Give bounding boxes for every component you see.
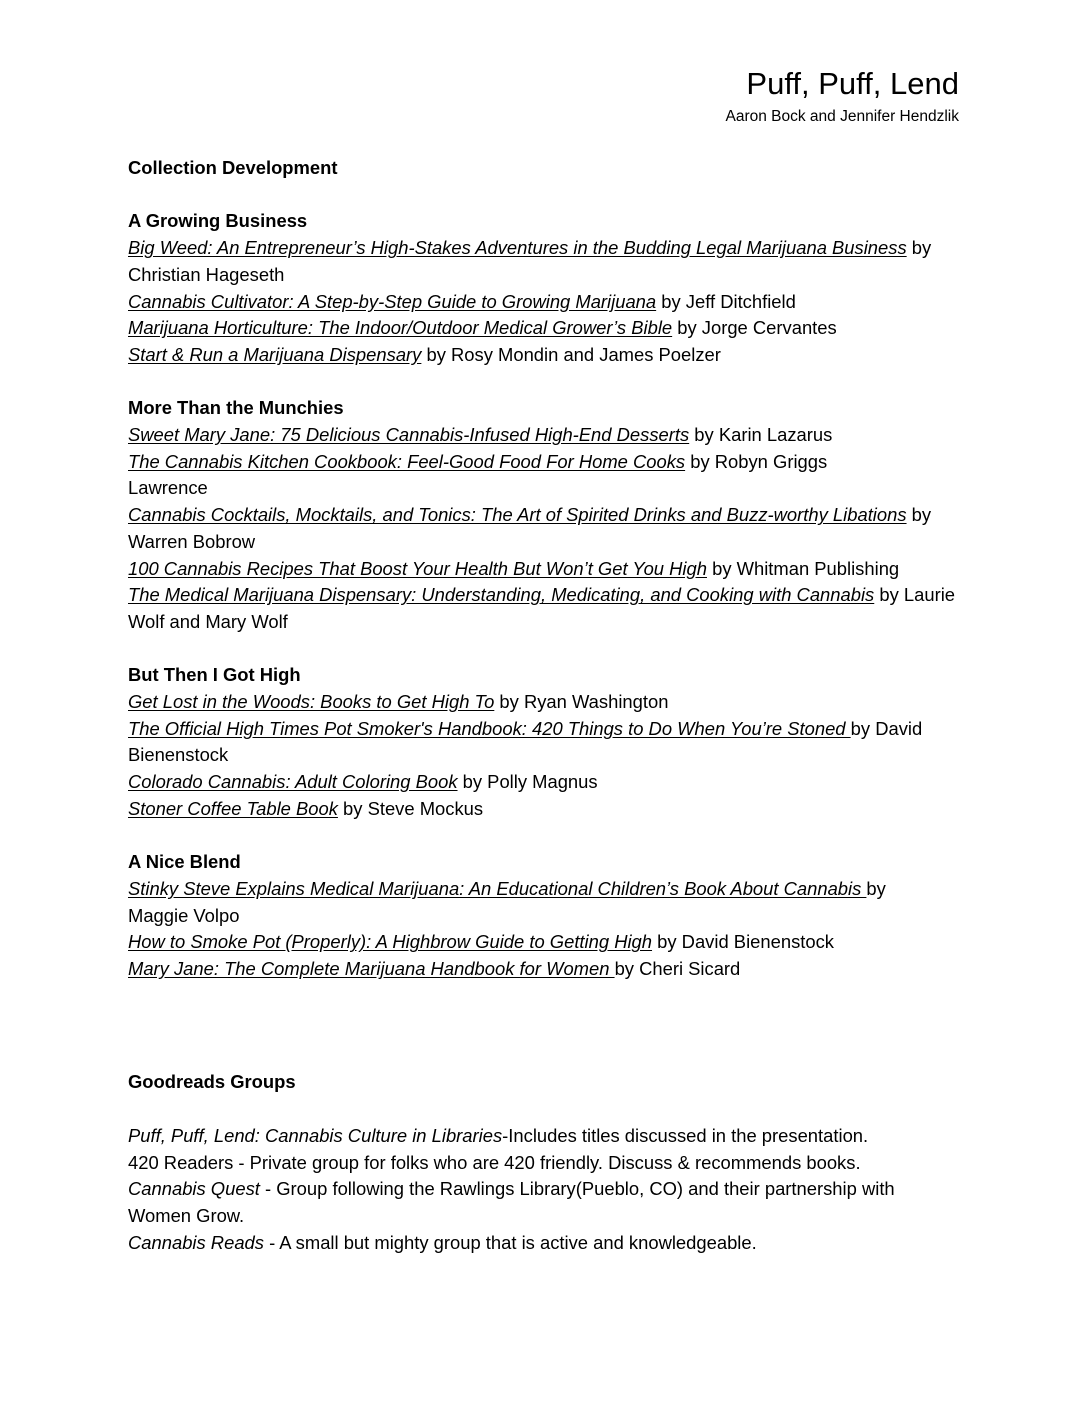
book-title-link[interactable]: Big Weed: An Entrepreneur’s High-Stakes Adventures in the Budding Legal Marijuana Business (128, 237, 907, 259)
book-title-link[interactable]: Stoner Coffee Table Book (128, 797, 338, 819)
book-byline: by David Bienenstock (128, 717, 923, 766)
book-byline: by Laurie Wolf and Mary Wolf (128, 584, 956, 632)
book-title-link[interactable]: The Medical Marijuana Dispensary: Understanding, Medicating, and Cooking with Cannabis (128, 584, 875, 606)
document-title: Puff, Puff, Lend (746, 66, 959, 101)
book-entry (128, 689, 968, 716)
goodreads-heading: Goodreads Groups (128, 1071, 296, 1093)
group-description: - A small but mighty group that is active and knowledgeable. (263, 1231, 757, 1253)
book-byline: by Jorge Cervantes (672, 317, 837, 339)
collection-heading: Collection Development (128, 157, 338, 178)
book-byline: by Whitman Publishing (706, 557, 900, 579)
group-entry (128, 1230, 968, 1257)
book-entry (128, 315, 968, 342)
book-entry (128, 289, 968, 316)
group-description: -Includes titles discussed in the presentation. (502, 1124, 869, 1146)
section-heading: A Growing Business (128, 210, 308, 232)
book-byline: by Jeff Ditchfield (656, 290, 796, 312)
book-title-link[interactable]: Colorado Cannabis: Adult Coloring Book (128, 771, 458, 793)
book-byline: by Ryan Washington (494, 691, 669, 713)
section-heading: More Than the Munchies (128, 397, 344, 419)
book-entry (128, 556, 968, 583)
book-title-link[interactable]: Sweet Mary Jane: 75 Delicious Cannabis-Infused High-End Desserts (128, 424, 690, 445)
group-name: Puff, Puff, Lend: Cannabis Culture in Libraries (128, 1124, 503, 1146)
book-byline: by Steve Mockus (337, 797, 484, 819)
book-entry (128, 796, 968, 823)
document-header (726, 66, 960, 128)
book-title-link[interactable]: Start & Run a Marijuana Dispensary (128, 343, 422, 365)
book-title-link[interactable]: How to Smoke Pot (Properly): A Highbrow Guide to Getting High (128, 931, 653, 953)
group-name: 420 Readers (128, 1151, 234, 1173)
book-entry (128, 235, 968, 288)
book-entry (128, 342, 968, 369)
document-body (128, 155, 968, 1256)
book-title-link[interactable]: Cannabis Cultivator: A Step-by-Step Guide to Growing Marijuana (128, 290, 657, 312)
book-entry (128, 956, 968, 983)
group-entry (128, 1176, 958, 1229)
book-title-link[interactable]: Mary Jane: The Complete Marijuana Handbook for Women (128, 958, 615, 980)
book-title-link[interactable]: Cannabis Cocktails, Mocktails, and Tonics: The Art of Spirited Drinks and Buzz-worthy Libations (128, 504, 907, 526)
book-title-link[interactable]: 100 Cannabis Recipes That Boost Your Health But Won’t Get You High (128, 557, 707, 579)
book-byline: by Robyn Griggs Lawrence (128, 450, 828, 499)
group-entry (128, 1150, 968, 1177)
book-entry (128, 929, 968, 956)
group-description: - Private group for folks who are 420 friendly. Discuss & recommends books. (233, 1151, 861, 1173)
book-entry (128, 582, 968, 635)
document-authors: Aaron Bock and Jennifer Hendzlik (725, 108, 959, 125)
book-title-link[interactable]: The Cannabis Kitchen Cookbook: Feel-Good Food For Home Cooks (128, 450, 686, 472)
book-title-link[interactable]: Get Lost in the Woods: Books to Get High To (128, 691, 495, 713)
book-entry (128, 769, 968, 796)
book-title-link[interactable]: Marijuana Horticulture: The Indoor/Outdoor Medical Grower’s Bible (128, 317, 673, 339)
book-entry (128, 449, 888, 502)
section-but-then-i-got-high (128, 662, 968, 822)
book-title-link[interactable]: Stinky Steve Explains Medical Marijuana: An Educational Children’s Book About Cannabis (128, 877, 867, 899)
book-byline: by Karin Lazarus (689, 424, 833, 445)
book-byline: by Polly Magnus (457, 771, 598, 793)
section-more-than-munchies (128, 395, 968, 635)
section-growing-business (128, 208, 968, 368)
book-byline: by Christian Hageseth (128, 237, 932, 285)
section-heading: A Nice Blend (128, 851, 241, 873)
book-byline: by Rosy Mondin and James Poelzer (421, 343, 721, 365)
book-entry (128, 716, 928, 769)
goodreads-section (128, 1069, 968, 1256)
book-byline: by David Bienenstock (652, 931, 834, 953)
book-entry (128, 502, 968, 555)
book-title-link[interactable]: The Official High Times Pot Smoker's Handbook: 420 Things to Do When You’re Stoned (128, 717, 851, 739)
section-a-nice-blend (128, 849, 968, 983)
book-byline: by Cheri Sicard (614, 958, 741, 980)
section-heading: But Then I Got High (128, 664, 301, 686)
book-entry (128, 422, 968, 449)
book-entry (128, 876, 938, 929)
group-description: - Group following the Rawlings Library(Pueblo, CO) and their partnership with Women Grow. (128, 1178, 895, 1226)
book-byline: by Warren Bobrow (128, 504, 932, 552)
group-name: Cannabis Reads (128, 1231, 264, 1253)
group-name: Cannabis Quest (128, 1178, 260, 1200)
book-byline: by Maggie Volpo (128, 877, 886, 926)
group-entry (128, 1123, 968, 1150)
